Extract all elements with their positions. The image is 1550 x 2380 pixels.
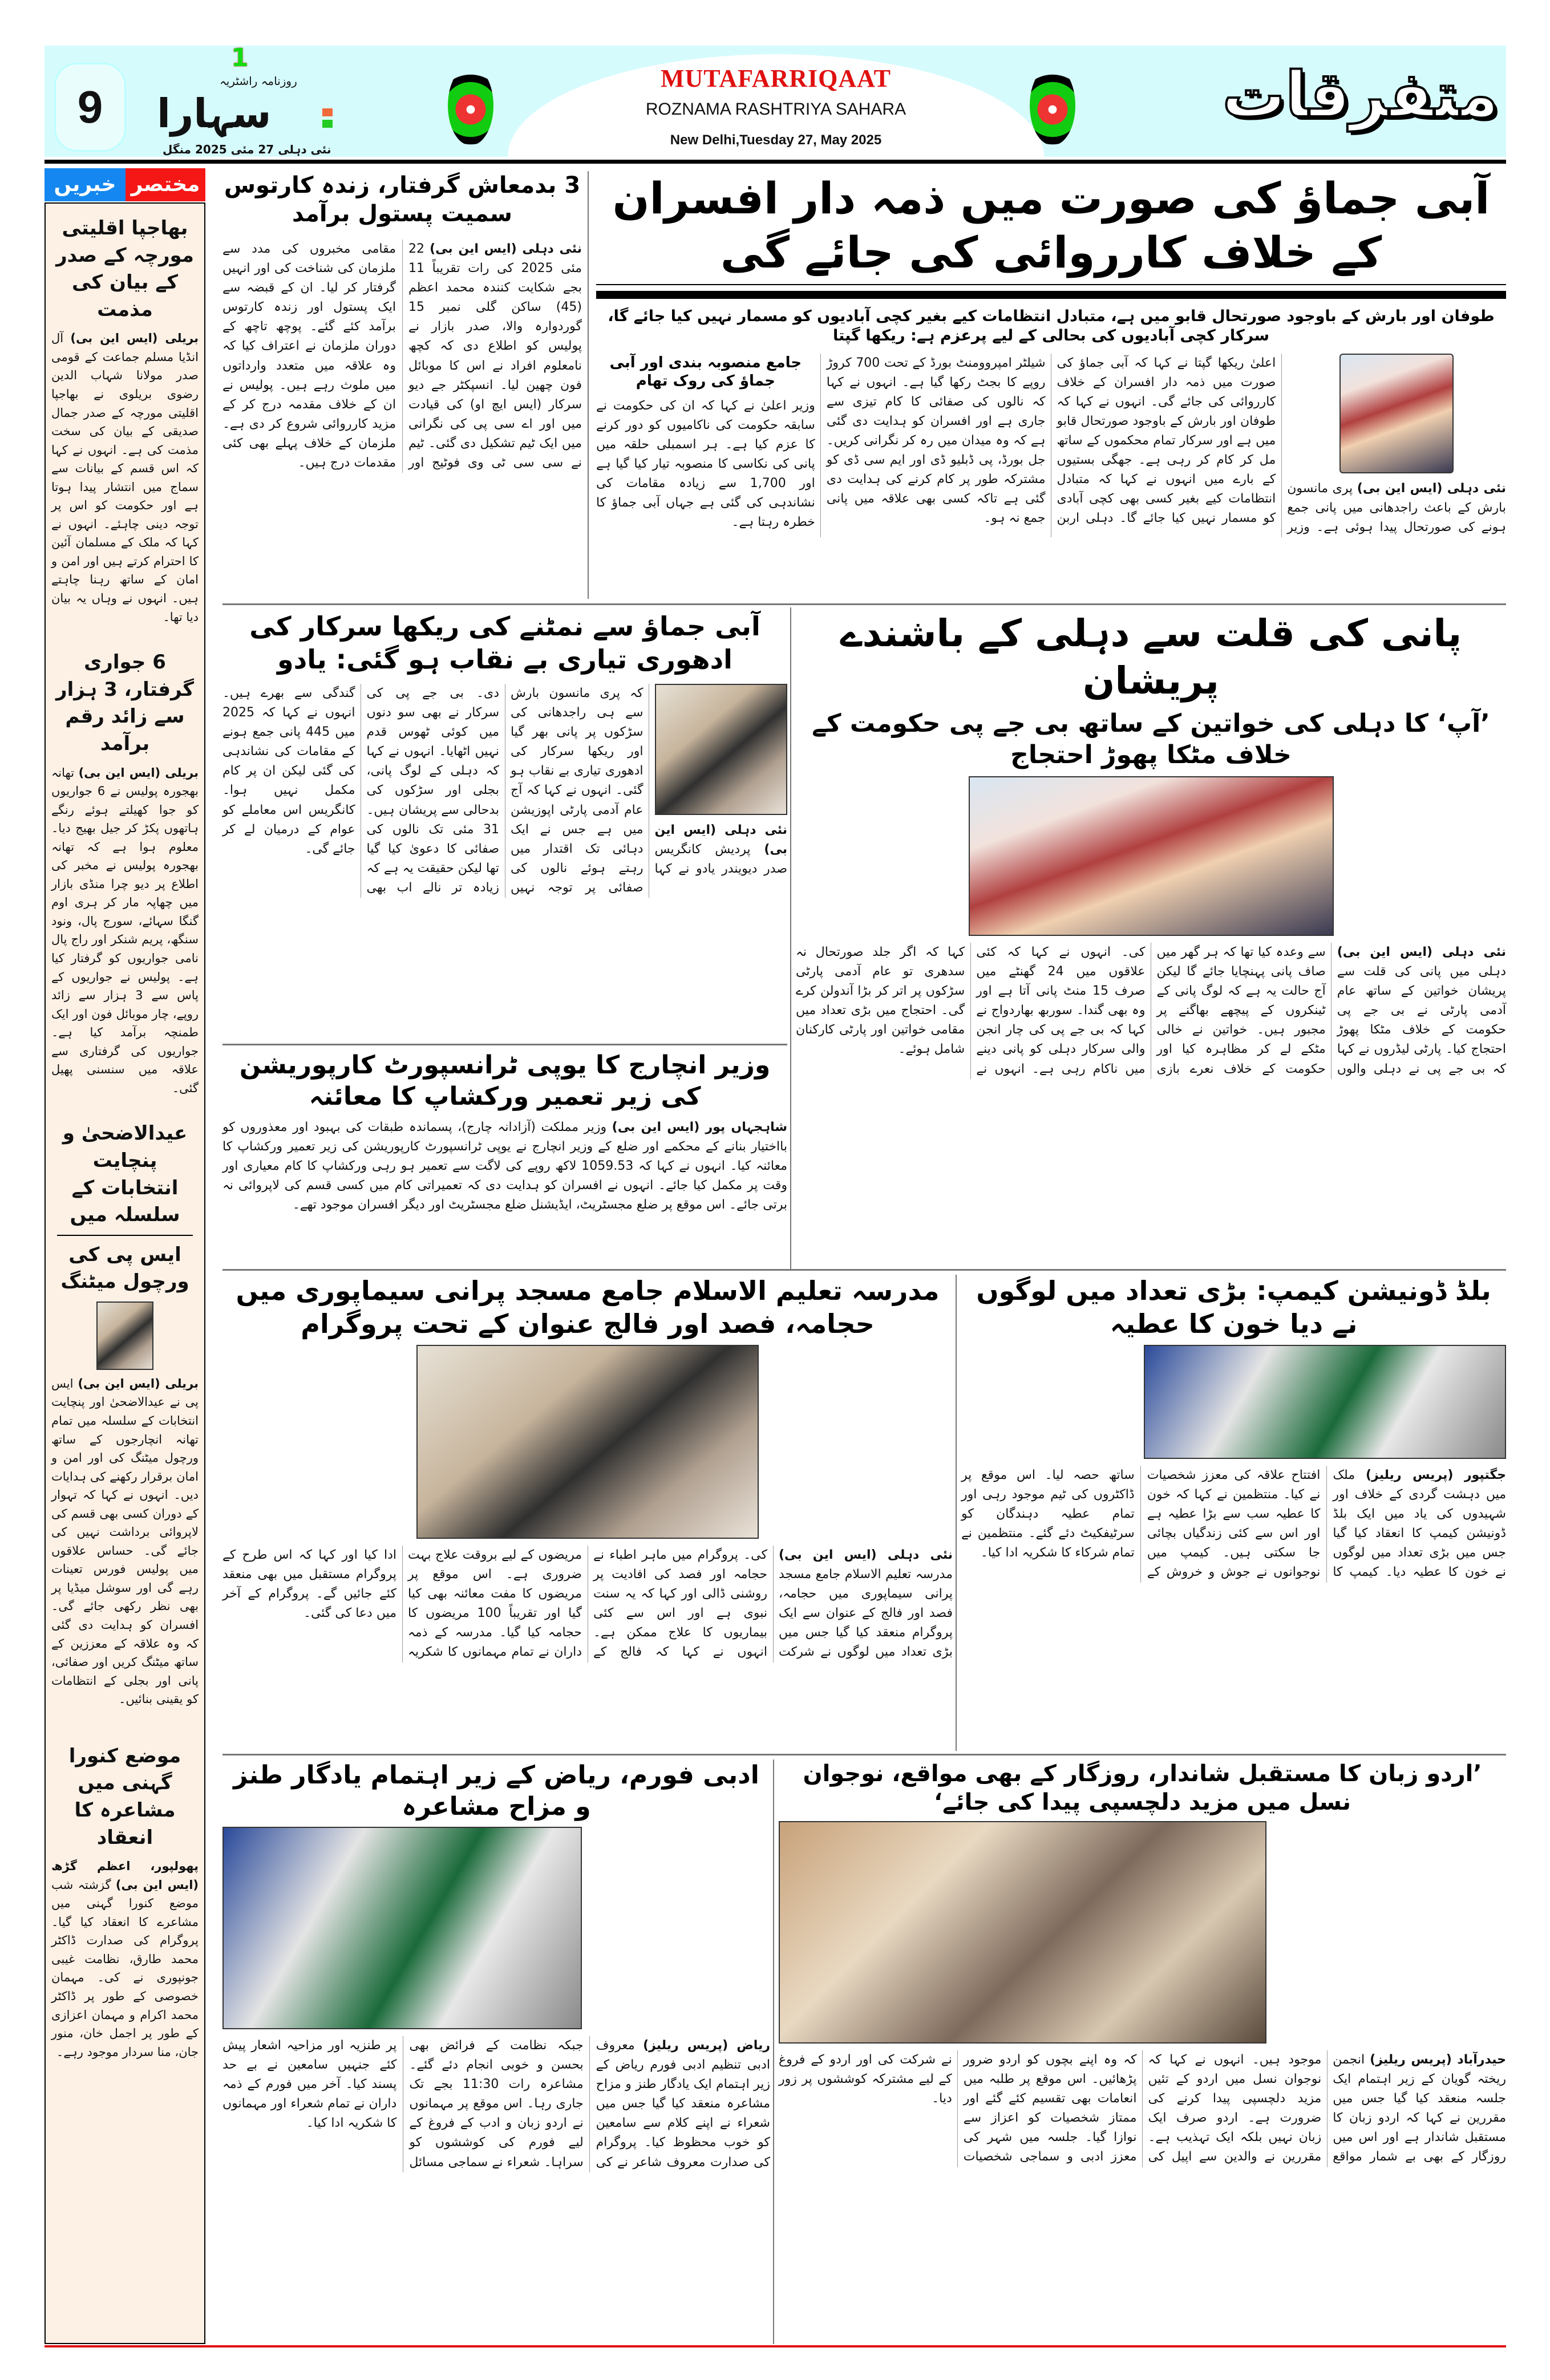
anjuman-group-photo bbox=[779, 1821, 1266, 2044]
brief-headline: 6 جواری گرفتار، 3 ہزار سے زائد رقم برآمد bbox=[56, 651, 194, 755]
article-transport-workshop bbox=[222, 1049, 787, 1215]
blood-camp-photo bbox=[1144, 1345, 1506, 1459]
column-divider bbox=[956, 1275, 957, 1751]
section-title: متفرقات bbox=[1222, 58, 1499, 131]
article-body: پردیش کانگریس صدر دیویندر یادو نے کہا کہ پری مانسون بارش سے ہی راجدھانی کی سڑکوں پر پانی بھر گیا اور ریکھا سرکار کی ادھوری تیاری بے نقاب ہو گئی۔ انہوں نے کہا کہ آج عام آدمی پارٹی اپوزیشن میں ہے جس نے ایک دہائی تک اقتدار میں رہتے ہوئے نالوں کی صفائی پر توجہ نہیں دی۔ بی جے پی کی سرکار نے بھی سو دنوں میں کوئی ٹھوس قدم نہیں اٹھایا۔ انہوں نے کہا کہ دہلی کے لوگ پانی، بجلی اور سڑکوں کی بدحالی سے پریشان ہیں۔ 31 مئی تک نالوں کی صفائی کا دعویٰ کیا گیا تھا لیکن حقیقت یہ ہے کہ زیادہ تر نالے اب بھی گندگی سے بھرے ہیں۔ انہوں نے کہا کہ 2025 میں 445 پانی جمع ہونے کے مقامات کی نشاندہی کی گئی لیکن ان پر کام مکمل نہیں ہوا۔ کانگریس اس معاملے کو عوام کے درمیان لے کر جائے گی۔ bbox=[222, 686, 787, 895]
brief-body: آل انڈیا مسلم جماعت کے قومی صدر مولانا شہاب الدین رضوی بریلوی نے بھاجپا اقلیتی مورچہ کے صدر جمال صدیقی کے بیان کی سخت مذمت کی ہے۔ انہوں نے کہا کہ اس قسم کے بیانات سے سماج میں انتشار پیدا ہوتا ہے اور حکومت کو اس پر توجہ دینی چاہئے۔ انہوں نے کہا کہ ملک کے مسلمان آئین کا احترام کرتے ہیں اور امن و امان کے ساتھ رہنا چاہتے ہیں۔ انہوں نے وہاں یہ بیان دیا تھا۔ bbox=[51, 331, 199, 624]
article-lead-waterlogging bbox=[596, 171, 1506, 537]
mushaira-photo bbox=[222, 1827, 582, 2029]
column-divider bbox=[773, 1759, 774, 2344]
article-body: معروف ادبی تنظیم ادبی فورم ریاض کے زیر اہتمام ایک یادگار طنز و مزاح مشاعرہ منعقد کیا گیا جس میں شعراء نے اپنے کلام سے سامعین کو خوب محظوظ کیا۔ پروگرام کی صدارت معروف شاعر نے کی جبکہ نظامت کے فرائض بھی بحسن و خوبی انجام دئے گئے۔ مشاعرہ رات 11:30 بجے تک جاری رہا۔ اس موقع پر مہمانوں نے اردو زبان و ادب کے فروغ کے لیے فورم کی کوششوں کو سراہا۔ شعراء نے سماجی مسائل پر طنزیہ اور مزاحیہ اشعار پیش کئے جنہیں سامعین نے بے حد پسند کیا۔ آخر میں فورم کے ذمہ داران نے تمام شعراء اور مہمانوں کا شکریہ ادا کیا۔ bbox=[222, 2038, 770, 2170]
logo-top-text: روزنامہ راشٹریہ bbox=[220, 74, 297, 88]
header-rule bbox=[44, 160, 1506, 164]
dateline: ریاض (پریس ریلیز) bbox=[643, 2038, 770, 2053]
flag-green bbox=[322, 120, 333, 128]
article-water-shortage bbox=[796, 610, 1506, 1079]
dateline: پھولپور، اعظم گڑھ (ایس این بی) bbox=[51, 1859, 199, 1892]
row-divider bbox=[222, 603, 1506, 605]
sp-portrait-photo bbox=[96, 1302, 153, 1370]
dateline: بریلی (ایس این بی) bbox=[78, 1376, 199, 1390]
article-headline: پانی کی قلت سے دہلی کے باشندے پریشان bbox=[840, 611, 1462, 703]
article-subsection-heading: جامع منصوبہ بندی اور آبی جماؤ کی روک تھام bbox=[609, 354, 802, 390]
row-divider bbox=[222, 1754, 1506, 1755]
column-divider bbox=[790, 607, 791, 1269]
lead-subheadline: طوفان اور بارش کے باوجود صورتحال قابو میں ہے، متبادل انتظامات کیے بغیر کچی آبادیوں کو مسمار نہیں کیا جائے گا، سرکار کچی آبادیوں کی بحالی کے لیے پرعزم ہے: ریکھا گپتا bbox=[608, 307, 1495, 344]
article-headline: آبی جماؤ سے نمٹنے کی ریکھا سرکار کی ادھوری تیاری بے نقاب ہو گئی: یادو bbox=[249, 611, 760, 675]
newspaper-logo bbox=[151, 43, 368, 160]
matka-protest-photo bbox=[969, 776, 1334, 936]
logo-text: سہارا bbox=[157, 90, 272, 137]
brief-headline: بھاجپا اقلیتی مورچہ کے صدر کے بیان کی مذمت bbox=[56, 217, 194, 321]
brief-subheadline: ایس پی کی ورچول میٹنگ bbox=[60, 1243, 189, 1294]
row-divider bbox=[222, 1269, 1506, 1271]
column-divider bbox=[588, 171, 589, 599]
rekha-gupta-photo bbox=[1339, 354, 1454, 473]
article-headline: مدرسہ تعلیم الاسلام جامع مسجد پرانی سیماپوری میں حجامہ، فصد اور فالج عنوان کے تحت پروگرام bbox=[236, 1275, 940, 1339]
article-criminals-arrested bbox=[222, 171, 582, 473]
article-body: انجمن ریختہ گویان کے زیر اہتمام ایک جلسہ منعقد کیا گیا جس میں مقررین نے کہا کہ اردو زبان کا مستقبل شاندار ہے اور اس میں روزگار کے بھی بے شمار مواقع موجود ہیں۔ انہوں نے کہا کہ نوجوان نسل میں اردو کے تئیں مزید دلچسپی پیدا کرنے کی ضرورت ہے۔ اردو صرف ایک زبان نہیں بلکہ ایک تہذیب ہے۔ مقررین نے والدین سے اپیل کی کہ وہ اپنے بچوں کو اردو ضرور پڑھائیں۔ اس موقع پر طلبہ میں انعامات بھی تقسیم کئے گئے اور ممتاز شخصیات کو اعزاز سے نوازا گیا۔ جلسہ میں شہر کی معزز ادبی و سماجی شخصیات نے شرکت کی اور اردو کے فروغ کے لیے مشترکہ کوششوں پر زور دیا۔ bbox=[779, 2053, 1506, 2164]
sidebar-header-red: مختصر bbox=[126, 168, 205, 201]
dateline: نئی دہلی (ایس این بی) bbox=[430, 242, 582, 256]
article-body: وزیر مملکت (آزادانہ چارج)، پسماندہ طبقات کی بہبود اور معذوروں کو بااختیار بنانے کے محکمے اور ضلع کے وزیر انچارج نے یوپی ٹرانسپورٹ کارپوریشن کی زیر تعمیر ورکشاپ کا معائنہ کیا۔ انہوں نے کہا کہ 1059.53 لاکھ روپے کی لاگت سے تعمیر ہو رہی ورکشاپ کا کام معیاری اور وقت پر مکمل کیا جائے۔ انہوں نے افسران کو ہدایت دی کہ تعمیراتی کام میں کسی قسم کی لاپروائی نہ برتی جائے۔ اس موقع پر ضلع مجسٹریٹ، ایڈیشنل ضلع مجسٹریٹ اور دیگر افسران موجود تھے۔ bbox=[222, 1120, 787, 1213]
dateline: نئی دہلی (ایس این بی) bbox=[779, 1548, 953, 1562]
dateline: بریلی (ایس این بی) bbox=[70, 331, 199, 346]
dateline: جگتپور (پریس ریلیز) bbox=[1365, 1468, 1507, 1482]
brief-body: تھانہ بھجورہ پولیس نے 6 جواریوں کو جوا کھیلتے ہوئے رنگے ہاتھوں پکڑ کر جیل بھیج دیا۔ معلوم ہوا ہے کہ تھانہ بھجورہ پولیس نے مخبر کی اطلاع پر دیو چرا منڈی بازار میں چھاپہ مار کر ہری اوم گنگا سہائے، سورج پال، ونود سنگھ، پریم شنکر اور راج پال نامی جواریوں کو گرفتار کیا ہے۔ پولیس نے جواریوں کے پاس سے 3 ہزار سے زائد روپے، چار موبائل فون اور ایک طمنچہ برآمد کیا ہے۔ جواریوں کی گرفتاری سے علاقہ میں سنسنی پھیل گئی۔ bbox=[51, 765, 199, 1095]
flag-saffron bbox=[322, 108, 333, 116]
brief-news-sidebar bbox=[44, 202, 205, 2344]
paper-name: ROZNAMA RASHTRIYA SAHARA bbox=[645, 100, 906, 119]
article-riyadh-mushaira bbox=[222, 1759, 770, 2172]
brief-body: ایس پی نے عیدالاضحیٰ اور پنچایت انتخابات کے سلسلہ میں تمام تھانہ انچارجوں کے ساتھ ورچول میٹنگ کی اور امن و امان برقرار رکھنے کی ہدایات دیں۔ انہوں نے کہا کہ تہوار کے دوران کسی بھی قسم کی لاپروائی برداشت نہیں کی جائے گی۔ حساس علاقوں میں پولیس فورس تعینات رہے گی اور سوشل میڈیا پر بھی نظر رکھی جائے گی۔ افسران کو ہدایت دی گئی کہ وہ علاقہ کے معززین کے ساتھ میٹنگ کریں اور صفائی، پانی اور بجلی کے انتظامات کو یقینی بنائیں۔ bbox=[51, 1376, 199, 1706]
page-number: 9 bbox=[54, 63, 126, 152]
article-headline: وزیر انچارج کا یوپی ٹرانسپورٹ کارپوریشن کی زیر تعمیر ورکشاپ کا معائنہ bbox=[239, 1051, 771, 1111]
lead-headline: آبی جماؤ کی صورت میں ذمہ دار افسران کے خلاف کارروائی کی جائے گی bbox=[612, 173, 1490, 278]
article-body: پری مانسون بارش کے باعث راجدھانی میں پانی جمع ہونے کی صورتحال پیدا ہوئی ہے۔ وزیر اعلیٰ ریکھا گپتا نے کہا کہ آبی جماؤ کی صورت میں ذمہ دار افسران کے خلاف کارروائی کی جائے گی۔ انہوں نے کہا کہ طوفان اور بارش کے باوجود صورتحال قابو میں ہے اور سرکار تمام محکموں کے ساتھ مل کر کام کر رہی ہے۔ جھگی بستیوں کے بارے میں انہوں نے کہا کہ متبادل انتظامات کیے بغیر کسی بھی کچی آبادی کو مسمار نہیں کیا جائے گا۔ دہلی اربن شیلٹر امپروومنٹ بورڈ کے تحت 700 کروڑ روپے کا بجٹ رکھا گیا ہے۔ انہوں نے کہا کہ نالوں کی صفائی کا کام تیزی سے جاری ہے اور افسران کو ہدایت دی گئی ہے کہ وہ میدان میں رہ کر نگرانی کریں۔ جل بورڈ، پی ڈبلیو ڈی اور ایم سی ڈی کو مشترکہ طور پر کام کرنے کی ہدایت دی گئی ہے تاکہ کسی بھی علاقہ میں پانی جمع نہ ہو۔ bbox=[826, 355, 1506, 534]
dateline: حیدرآباد (پریس ریلیز) bbox=[1370, 2053, 1506, 2067]
article-headline: ’اردو زبان کا مستقبل شاندار، روزگار کے بھی مواقع، نوجوان نسل میں مزید دلچسپی پیدا کی جائے‘ bbox=[803, 1761, 1482, 1815]
brief-headline: موضع کنورا گہنی میں مشاعرہ کا انعقاد bbox=[68, 1744, 181, 1849]
dateline: شاہجہاں پور (ایس این بی) bbox=[612, 1120, 787, 1134]
article-headline: ادبی فورم، ریاض کے زیر اہتمام یادگار طنز و مزاح مشاعرہ bbox=[233, 1761, 759, 1821]
sidebar-header-blue: خبریں bbox=[44, 168, 126, 201]
starburst-icon bbox=[1030, 66, 1075, 145]
article-body: دہلی میں پانی کی قلت سے پریشان خواتین کے ساتھ عام آدمی پارٹی نے بی جے پی حکومت کے خلاف مٹکا پھوڑ احتجاج کیا۔ پارٹی لیڈروں نے کہا کہ بی جے پی نے دہلی والوں سے وعدہ کیا تھا کہ ہر گھر میں صاف پانی پہنچایا جائے گا لیکن آج حالت یہ ہے کہ لوگ پانی کے ٹینکروں کے پیچھے بھاگنے پر مجبور ہیں۔ خواتین نے خالی مٹکے لے کر مظاہرہ کیا اور حکومت کے خلاف نعرے بازی کی۔ انہوں نے کہا کہ کئی علاقوں میں 24 گھنٹے میں صرف 15 منٹ پانی آتا ہے اور وہ بھی گندا۔ سوربھ بھاردواج نے کہا کہ بی جے پی کی چار انجن والی سرکار دہلی کو پانی دینے میں ناکام رہی ہے۔ انہوں نے کہا کہ اگر جلد صورتحال نہ سدھری تو عام آدمی پارٹی سڑکوں پر اتر کر بڑا آندولن کرے گی۔ احتجاج میں بڑی تعداد میں مقامی خواتین اور پارٹی کارکنان شامل ہوئے۔ bbox=[796, 945, 1506, 1076]
madrasa-program-photo bbox=[416, 1345, 759, 1539]
logo-anniversary-number: 1 bbox=[231, 43, 249, 72]
issue-date: New Delhi,Tuesday 27, May 2025 bbox=[670, 132, 882, 148]
article-urdu-future bbox=[779, 1759, 1506, 2167]
starburst-icon bbox=[448, 66, 493, 145]
dateline: نئی دہلی (ایس این بی) bbox=[1357, 481, 1507, 496]
article-yadav bbox=[222, 610, 787, 898]
article-subheadline: ’آپ‘ کا دہلی کی خواتین کے ساتھ بی جے پی حکومت کے خلاف مٹکا پھوڑ احتجاج bbox=[812, 709, 1490, 769]
dateline: نئی دہلی (ایس این بی) bbox=[654, 823, 787, 857]
article-body: وزیر اعلیٰ نے کہا کہ ان کی حکومت نے سابقہ حکومت کی ناکامیوں کو دور کرنے کا عزم کیا ہے۔ ہر اسمبلی حلقہ میں پانی کی نکاسی کا منصوبہ تیار کیا گیا ہے اور 1,700 سے زیادہ مقامات کی نشاندہی کی گئی ہے جہاں آبی جماؤ کا خطرہ رہتا ہے۔ bbox=[596, 398, 815, 530]
brief-body: گزشتہ شب موضع کنورا گہنی میں مشاعرے کا انعقاد کیا گیا۔ پروگرام کی صدارت ڈاکٹر محمد طارق، نظامت غیبی جونپوری نے کی۔ مہمان خصوصی کے طور پر ڈاکٹر محمد اکرام و مہمان اعزازی کے طور پر اجمل خان، منور جان، منا سردار موجود رہے۔ bbox=[51, 1878, 199, 2059]
brief-headline: عیدالاضحیٰ و پنچایت انتخابات کے سلسلہ میں bbox=[62, 1122, 188, 1227]
devender-yadav-photo bbox=[655, 684, 788, 815]
row-divider bbox=[222, 1044, 787, 1045]
sidebar-header bbox=[44, 168, 205, 201]
article-body: ملک میں دہشت گردی کے خلاف اور شہیدوں کی یاد میں ایک بلڈ ڈونیشن کیمپ کا انعقاد کیا گیا جس میں بڑی تعداد میں لوگوں نے خون کا عطیہ دیا۔ کیمپ کا افتتاح علاقہ کی معزز شخصیات نے کیا۔ منتظمین نے کہا کہ خون کا عطیہ سب سے بڑا عطیہ ہے اور اس سے کئی زندگیاں بچائی جا سکتی ہیں۔ کیمپ میں نوجوانوں نے جوش و خروش کے ساتھ حصہ لیا۔ اس موقع پر ڈاکٹروں کی ٹیم موجود رہی اور تمام عطیہ دہندگان کو سرٹیفکیٹ دئے گئے۔ منتظمین نے تمام شرکاء کا شکریہ ادا کیا۔ bbox=[961, 1468, 1506, 1580]
article-headline: 3 بدمعاش گرفتار، زندہ کارتوس سمیت پستول برآمد bbox=[224, 172, 581, 227]
article-body: 22 مئی 2025 کی رات تقریباً 11 بجے شکایت کنندہ محمد اعظم (45) ساکن گلی نمبر 15 گوردوارہ والا، صدر بازار نے پولیس کو اطلاع دی کہ کچھ نامعلوم افراد نے اس کا موبائل فون چھین لیا۔ انسپکٹر جے دیو سرکار (ایس ایچ او) کی قیادت میں اور اے سی پی کی نگرانی میں ایک ٹیم تشکیل دی گئی۔ ٹیم نے سی سی ٹی وی فوٹیج اور مقامی مخبروں کی مدد سے ملزمان کی شناخت کی اور انہیں گرفتار کر لیا۔ ان کے قبضہ سے ایک پستول اور زندہ کارتوس برآمد کئے گئے۔ پوچھ تاچھ کے دوران ملزمان نے اعتراف کیا کہ وہ علاقہ میں متعدد وارداتوں میں ملوث رہے ہیں۔ پولیس نے ان کے خلاف مقدمہ درج کر کے مزید کارروائی شروع کر دی ہے۔ ملزمان کے خلاف پہلے بھی کئی مقدمات درج ہیں۔ bbox=[222, 242, 582, 471]
article-headline: بلڈ ڈونیشن کیمپ: بڑی تعداد میں لوگوں نے دیا خون کا عطیہ bbox=[976, 1275, 1491, 1339]
dateline: نئی دہلی (ایس این بی) bbox=[1337, 945, 1506, 959]
logo-date: نئی دہلی 27 مئی 2025 منگل bbox=[163, 143, 331, 156]
footer-rule bbox=[44, 2345, 1506, 2347]
article-blood-donation bbox=[961, 1275, 1506, 1583]
masthead-title: MUTAFARRIQAAT bbox=[660, 64, 892, 92]
article-madrasa-hijama bbox=[222, 1275, 953, 1663]
article-body: مدرسہ تعلیم الاسلام جامع مسجد پرانی سیماپوری میں حجامہ، فصد اور فالج کے عنوان سے ایک پروگرام منعقد کیا گیا جس میں بڑی تعداد میں لوگوں نے شرکت کی۔ پروگرام میں ماہر اطباء نے حجامہ اور فصد کی افادیت پر روشنی ڈالی اور کہا کہ یہ سنت نبوی ہے اور اس سے کئی بیماریوں کا علاج ممکن ہے۔ انہوں نے کہا کہ فالج کے مریضوں کے لیے بروقت علاج بہت ضروری ہے۔ اس موقع پر مریضوں کا مفت معائنہ بھی کیا گیا اور تقریباً 100 مریضوں کا حجامہ کیا گیا۔ مدرسہ کے ذمہ داران نے تمام مہمانوں کا شکریہ ادا کیا اور کہا کہ اس طرح کے پروگرام مستقبل میں بھی منعقد کئے جائیں گے۔ پروگرام کے آخر میں دعا کی گئی۔ bbox=[222, 1548, 953, 1660]
dateline: بریلی (ایس این بی) bbox=[78, 765, 199, 780]
